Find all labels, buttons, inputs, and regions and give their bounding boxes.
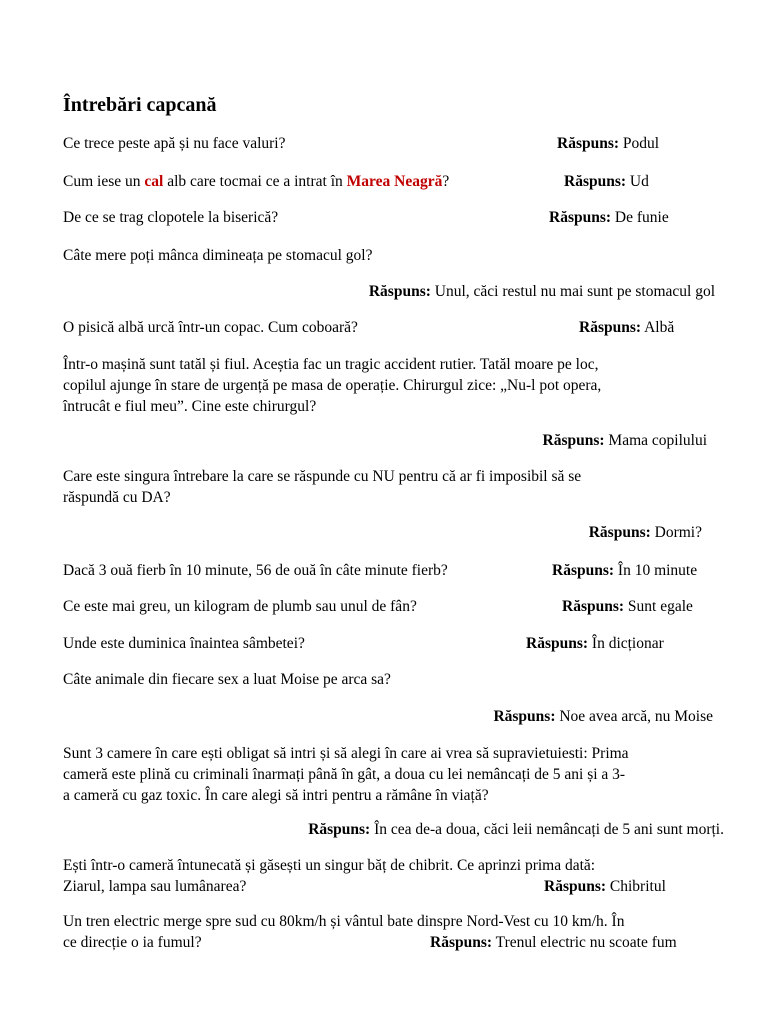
answer-label: Răspuns:	[588, 524, 651, 541]
answer-label: Răspuns:	[579, 319, 642, 336]
answer-text: Albă	[644, 319, 675, 336]
answer-text: Noe avea arcă, nu Moise	[559, 708, 713, 725]
answer-label: Răspuns:	[308, 821, 371, 838]
answer-12	[308, 819, 724, 841]
question-8: Dacă 3 ouă fierb în 10 minute, 56 de ouă în câte minute fierb?	[63, 562, 448, 579]
question-13-line: Ziarul, lampa sau lumânarea?	[63, 878, 247, 895]
page-title: Întrebări capcană	[63, 94, 217, 116]
answer-text: Podul	[622, 135, 660, 152]
answer-text: În 10 minute	[617, 562, 698, 579]
answer-14	[430, 932, 677, 954]
highlight-word: cal	[144, 173, 164, 190]
question-text: ?	[442, 173, 450, 190]
answer-text: Sunt egale	[627, 598, 693, 615]
answer-10	[526, 633, 664, 655]
answer-7	[589, 522, 702, 544]
question-14-line: Un tren electric merge spre sud cu 80km/h și vântul bate dinspre Nord-Vest cu 10 km/h. În	[63, 913, 625, 930]
answer-text: De funie	[614, 209, 669, 226]
question-6-line: copilul ajunge în stare de urgență pe masa de operație. Chirurgul zice: „Nu-l pot opera,	[63, 377, 602, 394]
answer-label: Răspuns:	[493, 708, 556, 725]
question-7-line: răspundă cu DA?	[63, 489, 171, 506]
answer-8	[552, 560, 697, 582]
answer-text: Unul, căci restul nu mai sunt pe stomacul gol	[434, 283, 715, 300]
answer-3	[549, 207, 669, 229]
answer-4	[369, 281, 715, 303]
answer-1	[557, 133, 659, 155]
question-6-line: întrucât e fiul meu”. Cine este chirurgul?	[63, 398, 317, 415]
highlight-word: Marea Neagră	[346, 173, 443, 190]
answer-text: Trenul electric nu scoate fum	[495, 934, 677, 951]
question-1: Ce trece peste apă și nu face valuri?	[63, 135, 286, 152]
answer-text: Chibritul	[609, 878, 666, 895]
answer-11	[493, 706, 713, 728]
answer-text: În cea de-a doua, căci leii nemâncați de 5 ani sunt morți.	[374, 821, 724, 838]
answer-label: Răspuns:	[564, 173, 627, 190]
question-3: De ce se trag clopotele la biserică?	[63, 209, 279, 226]
question-9: Ce este mai greu, un kilogram de plumb sau unul de fân?	[63, 598, 417, 615]
answer-6	[543, 430, 707, 452]
answer-label: Răspuns:	[557, 135, 620, 152]
question-4: Câte mere poți mânca dimineața pe stomacul gol?	[63, 247, 373, 264]
answer-label: Răspuns:	[368, 283, 431, 300]
answer-text: Mama copilului	[608, 432, 707, 449]
question-14-line: ce direcție o ia fumul?	[63, 934, 202, 951]
question-11: Câte animale din fiecare sex a luat Moise pe arca sa?	[63, 671, 391, 688]
answer-label: Răspuns:	[544, 878, 607, 895]
question-10: Unde este duminica înaintea sâmbetei?	[63, 635, 305, 652]
answer-label: Răspuns:	[552, 562, 615, 579]
question-5: O pisică albă urcă într-un copac. Cum coboară?	[63, 319, 358, 336]
question-text: alb care tocmai ce a intrat în	[163, 173, 347, 190]
answer-label: Răspuns:	[526, 635, 589, 652]
question-12-line: a cameră cu gaz toxic. În care alegi să intri pentru a rămâne în viață?	[63, 787, 489, 804]
answer-text: Ud	[629, 173, 649, 190]
question-text: Cum iese un	[63, 173, 145, 190]
answer-2	[564, 171, 649, 193]
answer-label: Răspuns:	[430, 934, 493, 951]
question-6-line: Într-o mașină sunt tatăl și fiul. Aceștia fac un tragic accident rutier. Tatăl moare pe loc,	[63, 356, 599, 373]
answer-label: Răspuns:	[542, 432, 605, 449]
answer-text: În dicționar	[591, 635, 664, 652]
question-12-line: cameră este plină cu criminali înarmați până în gât, a doua cu lei nemâncați de 5 ani și a 3-	[63, 766, 626, 783]
answer-text: Dormi?	[654, 524, 702, 541]
answer-label: Răspuns:	[549, 209, 612, 226]
question-7-line: Care este singura întrebare la care se răspunde cu NU pentru că ar fi imposibil să se	[63, 468, 582, 485]
question-13-line: Ești într-o cameră întunecată și găsești un singur băț de chibrit. Ce aprinzi prima dată:	[63, 857, 596, 874]
answer-9	[562, 596, 693, 618]
question-2	[63, 171, 449, 193]
answer-5	[579, 317, 674, 339]
question-12-line: Sunt 3 camere în care ești obligat să intri și să alegi în care ai vrea să supravietuiesti: Prima	[63, 745, 629, 762]
answer-13	[544, 876, 666, 898]
answer-label: Răspuns:	[562, 598, 625, 615]
